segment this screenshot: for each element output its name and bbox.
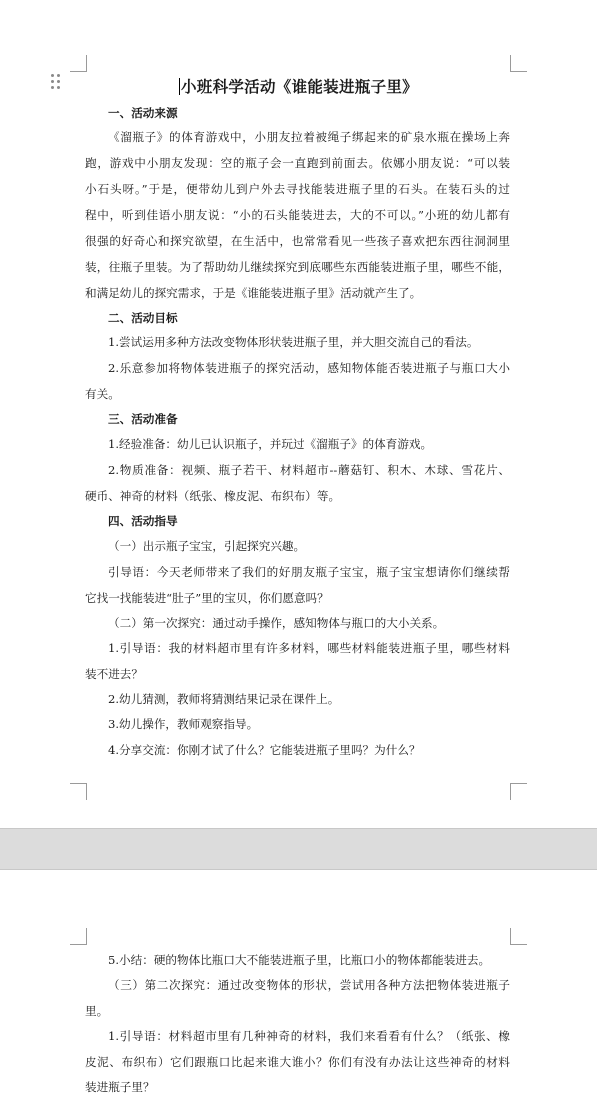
paragraph-line: 1.引导语：材料超市里有几种神奇的材料，我们来看看有什么？（纸张、橡	[108, 1029, 510, 1043]
paragraph-line: 和满足幼儿的探究需求，于是《谁能装进瓶子里》活动就产生了。	[85, 286, 422, 300]
heading-activity-guidance: 四、活动指导	[108, 514, 178, 528]
paragraph-line: 5.小结：硬的物体比瓶口大不能装进瓶子里，比瓶口小的物体都能装进去。	[108, 953, 491, 967]
crop-mark-top-left	[70, 55, 87, 72]
paragraph-line: 2.物质准备：视频、瓶子若干、材料超市--蘑菇钉、积木、木球、雪花片、	[108, 463, 510, 477]
paragraph-line: 硬币、神奇的材料（纸张、橡皮泥、布织布）等。	[85, 489, 341, 503]
paragraph-line: 程中，听到佳语小朋友说：“小的石头能装进去，大的不可以。”小班的幼儿都有	[85, 208, 510, 222]
page-separator	[0, 828, 597, 870]
paragraph-line: 引导语：今天老师带来了我们的好朋友瓶子宝宝，瓶子宝宝想请你们继续帮	[108, 565, 510, 579]
crop-mark-top-right	[510, 928, 527, 945]
paragraph-line: 小石头呀。”于是，便带幼儿到户外去寻找能装进瓶子里的石头。在装石头的过	[85, 182, 510, 196]
crop-mark-top-right	[510, 55, 527, 72]
paragraph-line: 装，往瓶子里装。为了帮助幼儿继续探究到底哪些东西能装进瓶子里，哪些不能，	[85, 260, 510, 274]
crop-mark-bottom-left	[70, 783, 87, 800]
paragraph-line: 4.分享交流：你刚才试了什么？它能装进瓶子里吗？为什么？	[108, 743, 421, 757]
paragraph-line: 1.引导语：我的材料超市里有许多材料，哪些材料能装进瓶子里，哪些材料	[108, 641, 510, 655]
paragraph-line: （一）出示瓶子宝宝，引起探究兴趣。	[108, 539, 306, 553]
paragraph-line: 跑，游戏中小朋友发现：空的瓶子会一直跑到前面去。依娜小朋友说：“可以装	[85, 156, 510, 170]
paragraph-line: 装不进去？	[85, 667, 143, 681]
text-cursor	[179, 78, 180, 95]
document-title[interactable]: 小班科学活动《谁能装进瓶子里》	[180, 77, 418, 96]
paragraph-line: 皮泥、布织布）它们跟瓶口比起来谁大谁小？你们有没有办法让这些神奇的材料	[85, 1055, 510, 1069]
paragraph-line: （三）第二次探究：通过改变物体的形状，尝试用各种方法把物体装进瓶子	[108, 978, 510, 992]
heading-activity-source: 一、活动来源	[108, 106, 178, 120]
heading-activity-preparation: 三、活动准备	[108, 412, 178, 426]
crop-mark-bottom-right	[510, 783, 527, 800]
paragraph-line: （二）第一次探究：通过动手操作，感知物体与瓶口的大小关系。	[108, 616, 445, 630]
paragraph-line: 2.乐意参加将物体装进瓶子的探究活动，感知物体能否装进瓶子与瓶口大小	[108, 361, 510, 375]
paragraph-line: 2.幼儿猜测，教师将猜测结果记录在课件上。	[108, 692, 340, 706]
paragraph-line: 装进瓶子里？	[85, 1080, 155, 1094]
paragraph-line: 里。	[85, 1004, 109, 1018]
paragraph-line: 有关。	[85, 387, 120, 401]
paragraph-line: 1.尝试运用多种方法改变物体形状装进瓶子里，并大胆交流自己的看法。	[108, 335, 479, 349]
crop-mark-top-left	[70, 928, 87, 945]
paragraph-line: 很强的好奇心和探究欲望，在生活中，也常常看见一些孩子喜欢把东西往洞洞里	[85, 234, 510, 248]
paragraph-line: 3.幼儿操作，教师观察指导。	[108, 717, 259, 731]
heading-activity-goals: 二、活动目标	[108, 311, 178, 325]
paragraph-line: 《溜瓶子》的体育游戏中，小朋友拉着被绳子绑起来的矿泉水瓶在操场上奔	[108, 130, 510, 144]
paragraph-line: 它找一找能装进“肚子”里的宝贝，你们愿意吗？	[85, 591, 329, 605]
paragraph-line: 1.经验准备：幼儿已认识瓶子，并玩过《溜瓶子》的体育游戏。	[108, 437, 433, 451]
document-page-2	[0, 870, 597, 1097]
